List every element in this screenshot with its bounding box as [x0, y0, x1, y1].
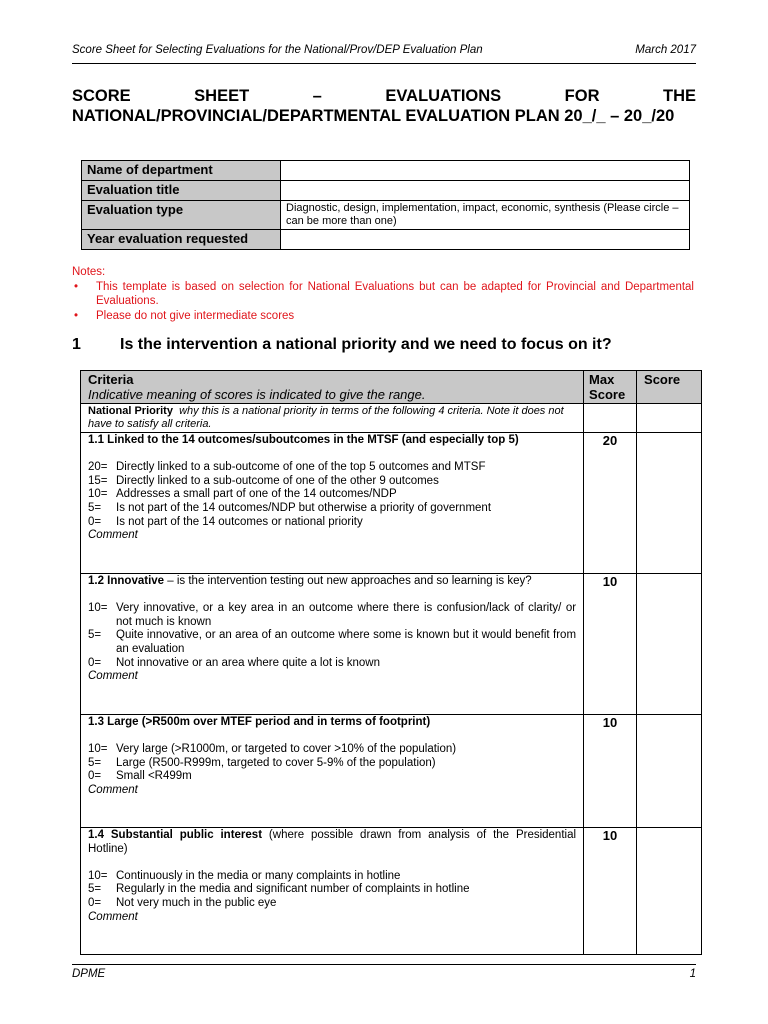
page-title: SCORE SHEET – EVALUATIONS FOR THE NATIONAL/PROVINCIAL/DEPARTMENTAL EVALUATION PLAN 20_/_ – 20_/20 — [72, 87, 696, 125]
comment-label[interactable]: Comment — [88, 910, 138, 923]
department-info-table — [81, 160, 690, 250]
info-row-type — [82, 201, 690, 230]
year-requested-field[interactable] — [281, 230, 690, 250]
score-description: Small <R499m — [116, 770, 192, 783]
evaluation-type-field[interactable]: Diagnostic, design, implementation, impact, economic, synthesis (Please circle – can be more than one) — [281, 201, 690, 230]
criteria-table-header — [81, 371, 702, 404]
score-code: 5= — [88, 501, 102, 514]
score-code: 0= — [88, 770, 102, 783]
score-description: Is not part of the 14 outcomes/NDP but otherwise a priority of government — [116, 501, 492, 514]
max-score-value: 10 — [584, 828, 637, 955]
score-option — [88, 629, 576, 656]
note-item — [72, 280, 694, 309]
score-option — [88, 516, 576, 530]
bullet-icon: • — [74, 280, 79, 293]
note-text: Please do not give intermediate scores — [96, 309, 295, 322]
criteria-header-note: Indicative meaning of scores is indicated to give the range. — [88, 387, 426, 402]
score-option — [88, 757, 576, 771]
score-cell[interactable] — [637, 433, 702, 574]
score-code: 0= — [88, 656, 102, 669]
score-code: 10= — [88, 869, 108, 882]
bullet-icon: • — [74, 309, 79, 322]
score-description: Regularly in the media and significant number of complaints in hotline — [116, 883, 470, 896]
page-footer — [72, 964, 696, 984]
criterion-cell — [81, 433, 584, 574]
national-priority-row — [81, 404, 702, 433]
evaluation-type-label: Evaluation type — [82, 201, 281, 230]
department-field[interactable] — [281, 161, 690, 181]
criterion-title-text: 1.2 Innovative — [88, 575, 165, 587]
criteria-header-title: Criteria — [88, 372, 134, 387]
score-description: Very innovative, or a key area in an outcome where there is confusion/lack of clarity/ or not much is known — [116, 602, 577, 628]
section-heading — [72, 336, 702, 354]
criterion-cell — [81, 715, 584, 828]
criterion-title-text: 1.3 Large (>R500m over MTEF period and in terms of footprint) — [88, 716, 431, 728]
score-option — [88, 461, 576, 475]
score-header: Score — [637, 371, 702, 404]
score-description: Not very much in the public eye — [116, 896, 277, 909]
score-option — [88, 883, 576, 897]
score-code: 0= — [88, 515, 102, 528]
department-label: Name of department — [82, 161, 281, 181]
criteria-table — [80, 370, 702, 955]
notes-title: Notes: — [72, 266, 106, 278]
criterion-title — [88, 434, 576, 448]
evaluation-title-field[interactable] — [281, 181, 690, 201]
national-priority-cell — [81, 404, 584, 433]
max-score-value: 10 — [584, 715, 637, 828]
score-code: 10= — [88, 743, 108, 756]
score-description: Is not part of the 14 outcomes or national priority — [116, 515, 363, 528]
score-code: 5= — [88, 756, 102, 769]
year-requested-label: Year evaluation requested — [82, 230, 281, 250]
comment-label[interactable]: Comment — [88, 529, 138, 542]
page-number: 1 — [689, 968, 696, 980]
criterion-cell — [81, 828, 584, 955]
score-option — [88, 475, 576, 489]
score-option — [88, 743, 576, 757]
footer-organisation: DPME — [72, 968, 106, 980]
national-priority-label: National Priority — [88, 405, 173, 417]
score-description: Quite innovative, or an area of an outcome where some is known but it would benefit from an evaluation — [116, 629, 577, 655]
criterion-title-text: 1.4 Substantial public interest — [88, 829, 263, 841]
note-item — [72, 309, 694, 324]
info-row-title — [82, 181, 690, 201]
header-date: March 2017 — [635, 44, 696, 56]
score-description: Continuously in the media or many complaints in hotline — [116, 869, 401, 882]
max-score-value: 10 — [584, 574, 637, 715]
criterion-title — [88, 829, 576, 856]
score-option — [88, 657, 576, 671]
max-score-header: Max Score — [584, 371, 637, 404]
score-option — [88, 502, 576, 516]
score-description: Very large (>R1000m, or targeted to cover >10% of the population) — [116, 743, 457, 756]
score-option — [88, 770, 576, 784]
criterion-row-1-1 — [81, 433, 702, 574]
score-option — [88, 897, 576, 911]
comment-label[interactable]: Comment — [88, 783, 138, 796]
score-code: 15= — [88, 474, 108, 487]
evaluation-title-label: Evaluation title — [82, 181, 281, 201]
score-description: Large (R500-R999m, targeted to cover 5-9% of the population) — [116, 756, 436, 769]
max-score-value: 20 — [584, 433, 637, 574]
info-row-year — [82, 230, 690, 250]
info-row-department — [82, 161, 690, 181]
score-description: Directly linked to a sub-outcome of one of the other 9 outcomes — [116, 474, 439, 487]
page-header — [72, 42, 696, 64]
score-code: 5= — [88, 629, 102, 642]
criterion-title — [88, 716, 576, 730]
section-title: Is the intervention a national priority and we need to focus on it? — [120, 336, 612, 353]
score-option — [88, 602, 576, 629]
score-option — [88, 870, 576, 884]
score-description: Addresses a small part of one of the 14 outcomes/NDP — [116, 488, 397, 501]
criterion-title-rest: – is the intervention testing out new approaches and so learning is key? — [164, 575, 532, 587]
score-cell[interactable] — [637, 404, 702, 433]
score-description: Directly linked to a sub-outcome of one of the top 5 outcomes and MTSF — [116, 461, 486, 474]
notes — [72, 265, 694, 323]
comment-label[interactable]: Comment — [88, 670, 138, 683]
national-priority-text: why this is a national priority in terms of the following 4 criteria. Note it does not have to satisfy all criteria. — [88, 405, 564, 430]
score-cell[interactable] — [637, 828, 702, 955]
score-code: 5= — [88, 883, 102, 896]
criteria-header-cell — [81, 371, 584, 404]
score-code: 10= — [88, 488, 108, 501]
score-option — [88, 488, 576, 502]
score-description: Not innovative or an area where quite a lot is known — [116, 656, 381, 669]
score-code: 20= — [88, 461, 108, 474]
criterion-row-1-4 — [81, 828, 702, 955]
criterion-cell — [81, 574, 584, 715]
score-cell[interactable] — [637, 715, 702, 828]
criterion-title-text: 1.1 Linked to the 14 outcomes/suboutcomes in the MTSF (and especially top 5) — [88, 434, 519, 446]
criterion-row-1-3 — [81, 715, 702, 828]
criterion-title-rest: (where possible drawn from analysis of the Presidential Hotline) — [88, 829, 577, 855]
note-text: This template is based on selection for National Evaluations but can be adapted for Provincial and Departmental Evaluations. — [96, 280, 694, 307]
criterion-row-1-2 — [81, 574, 702, 715]
score-code: 10= — [88, 602, 108, 615]
score-code: 0= — [88, 896, 102, 909]
criterion-title — [88, 575, 576, 589]
section-number: 1 — [72, 336, 81, 353]
header-document-title: Score Sheet for Selecting Evaluations for the National/Prov/DEP Evaluation Plan — [72, 44, 483, 56]
max-score-cell — [584, 404, 637, 433]
score-cell[interactable] — [637, 574, 702, 715]
